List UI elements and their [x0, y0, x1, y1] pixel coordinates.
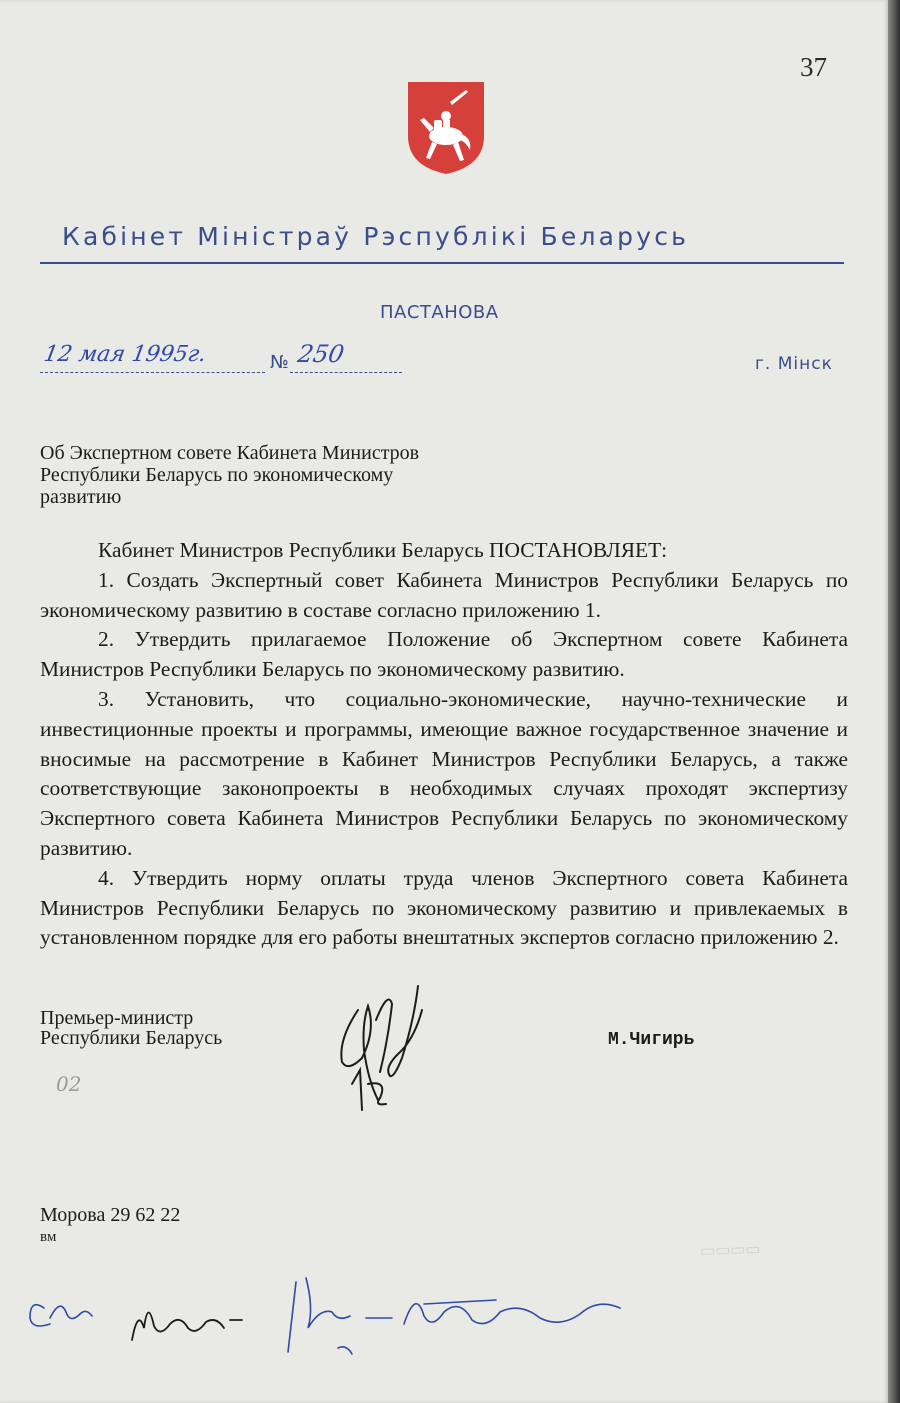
signatory-title-line: Республики Беларусь: [40, 1027, 223, 1049]
page-number: 37: [800, 52, 827, 82]
approval-visas: [20, 1268, 660, 1378]
signatory-title: [40, 1008, 340, 1048]
handwritten-date: 12 мая 1995г.: [41, 342, 209, 367]
handwritten-signature: [318, 980, 448, 1120]
clause-3: 3. Установить, что социально-экономические, научно-технические и инвестиционные проекты и программы, имеющие важное государственное значение и вносимые на рассмотрение в Кабинет Министров Республики Беларусь, а также соответствующие законопроекты в необходимых случаях проходят экспертизу Экспертного совета Кабинета Министров Республики Беларусь по экономическому развитию.: [40, 686, 848, 860]
clause-2: 2. Утвердить прилагаемое Положение об Экспертном совете Кабинета Министров Республики Беларусь по экономическому развитию.: [40, 627, 848, 682]
executor-initials: вм: [40, 1229, 57, 1245]
document-type: ПАСТАНОВА: [380, 302, 499, 323]
date-number-line: [40, 340, 370, 376]
page-edge-shadow: [888, 0, 900, 1403]
subject-line: развитию: [40, 486, 122, 508]
preamble-paragraph: Кабинет Министров Республики Беларусь ПОСТАНОВЛЯЕТ:: [98, 538, 668, 562]
executor-name-phone: Морова 29 62 22: [40, 1204, 181, 1226]
issuer-header: Кабінет Міністраў Рэспублікі Беларусь: [62, 222, 690, 251]
city: г. Мінск: [755, 354, 833, 374]
clause-4: 4. Утвердить норму оплаты труда членов Экспертного совета Кабинета Министров Республики Беларусь по экономическому развитию и привлекаемых в установленном порядке для его работы внештатных экспертов согласно приложению 2.: [40, 865, 848, 950]
faded-stamp-trace: ▭▭▭▭: [699, 1238, 761, 1261]
clause-1: 1. Создать Экспертный совет Кабинета Министров Республики Беларусь по экономическому развитию в составе согласно приложению 1.: [40, 567, 848, 622]
signatory-name: М.Чигирь: [608, 1030, 695, 1050]
document-subject: [40, 442, 560, 508]
subject-line: Об Экспертном совете Кабинета Министров: [40, 442, 420, 464]
subject-line: Республики Беларусь по экономическому: [40, 464, 394, 486]
date-underline: [40, 372, 265, 373]
number-sign: №: [270, 352, 289, 373]
pahonia-coat-of-arms-icon: [406, 80, 486, 176]
pencil-mark: 02: [56, 1072, 82, 1096]
header-rule: [40, 262, 844, 264]
document-body: [40, 536, 848, 953]
executor-info: [40, 1204, 180, 1248]
number-underline: [290, 372, 402, 373]
signatory-title-line: Премьер-министр: [40, 1007, 194, 1029]
handwritten-number: 250: [295, 340, 347, 368]
